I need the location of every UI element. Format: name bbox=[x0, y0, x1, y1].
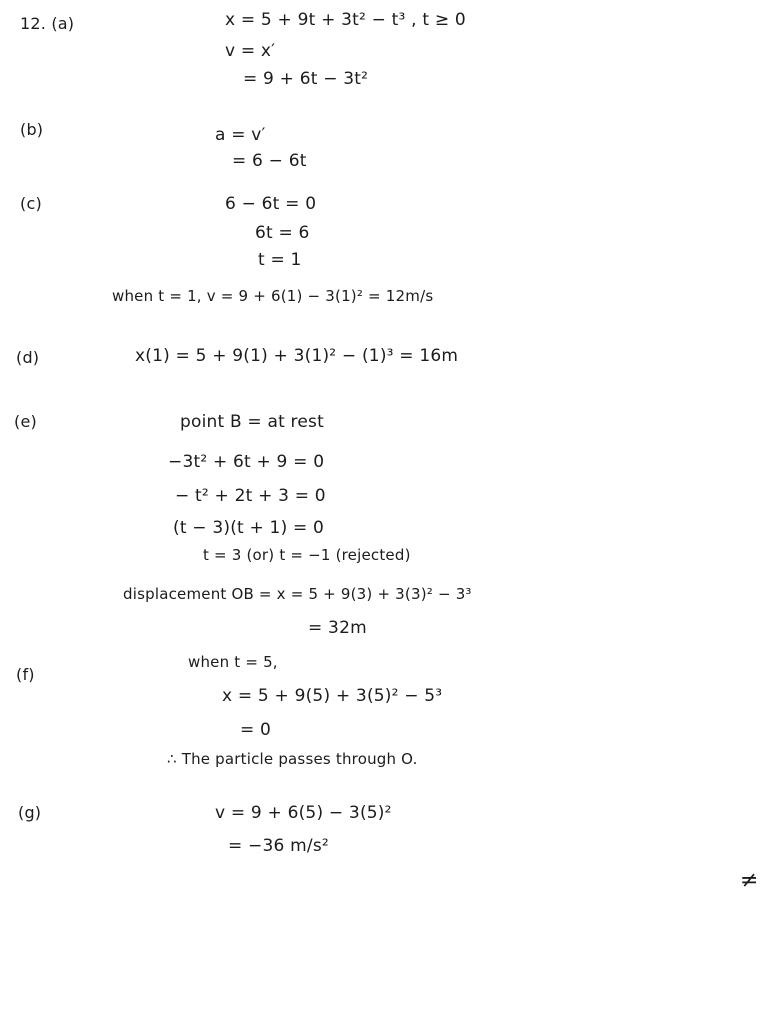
part-a-label: 12. (a) bbox=[20, 14, 75, 33]
part-b-label: (b) bbox=[20, 120, 44, 139]
part-g-label: (g) bbox=[18, 803, 42, 822]
part-c-line-4: when t = 1, v = 9 + 6(1) − 3(1)² = 12m/s bbox=[112, 287, 434, 305]
part-c-line-1: 6 − 6t = 0 bbox=[225, 194, 317, 214]
part-a-line-1: x = 5 + 9t + 3t² − t³ , t ≥ 0 bbox=[225, 10, 466, 30]
part-e-line-3: − t² + 2t + 3 = 0 bbox=[175, 486, 326, 506]
part-f-line-1: when t = 5, bbox=[188, 653, 278, 671]
part-e-line-6: displacement OB = x = 5 + 9(3) + 3(3)² − 3³ bbox=[123, 585, 472, 603]
part-f-line-4: ∴ The particle passes through O. bbox=[167, 750, 418, 768]
part-e-label: (e) bbox=[14, 412, 37, 431]
part-a-line-2: v = x′ bbox=[225, 41, 276, 61]
part-c-line-2: 6t = 6 bbox=[255, 223, 310, 243]
part-c-label: (c) bbox=[20, 194, 42, 213]
part-b-line-1: a = v′ bbox=[215, 125, 266, 145]
part-e-line-2: −3t² + 6t + 9 = 0 bbox=[168, 452, 325, 472]
part-d-label: (d) bbox=[16, 348, 40, 367]
part-g-line-2: = −36 m/s² bbox=[228, 836, 329, 856]
end-mark: ≠ bbox=[740, 868, 759, 893]
part-b-line-2: = 6 − 6t bbox=[232, 151, 307, 171]
part-c-line-3: t = 1 bbox=[258, 250, 302, 270]
part-e-line-7: = 32m bbox=[308, 618, 367, 638]
part-f-label: (f) bbox=[16, 665, 35, 684]
part-d-line-1: x(1) = 5 + 9(1) + 3(1)² − (1)³ = 16m bbox=[135, 346, 459, 366]
part-a-line-3: = 9 + 6t − 3t² bbox=[243, 69, 369, 89]
part-e-line-5: t = 3 (or) t = −1 (rejected) bbox=[203, 546, 411, 564]
part-f-line-3: = 0 bbox=[240, 720, 272, 740]
part-f-line-2: x = 5 + 9(5) + 3(5)² − 5³ bbox=[222, 686, 443, 706]
part-e-line-1: point B = at rest bbox=[180, 412, 324, 432]
part-g-line-1: v = 9 + 6(5) − 3(5)² bbox=[215, 803, 392, 823]
part-e-line-4: (t − 3)(t + 1) = 0 bbox=[173, 518, 325, 538]
